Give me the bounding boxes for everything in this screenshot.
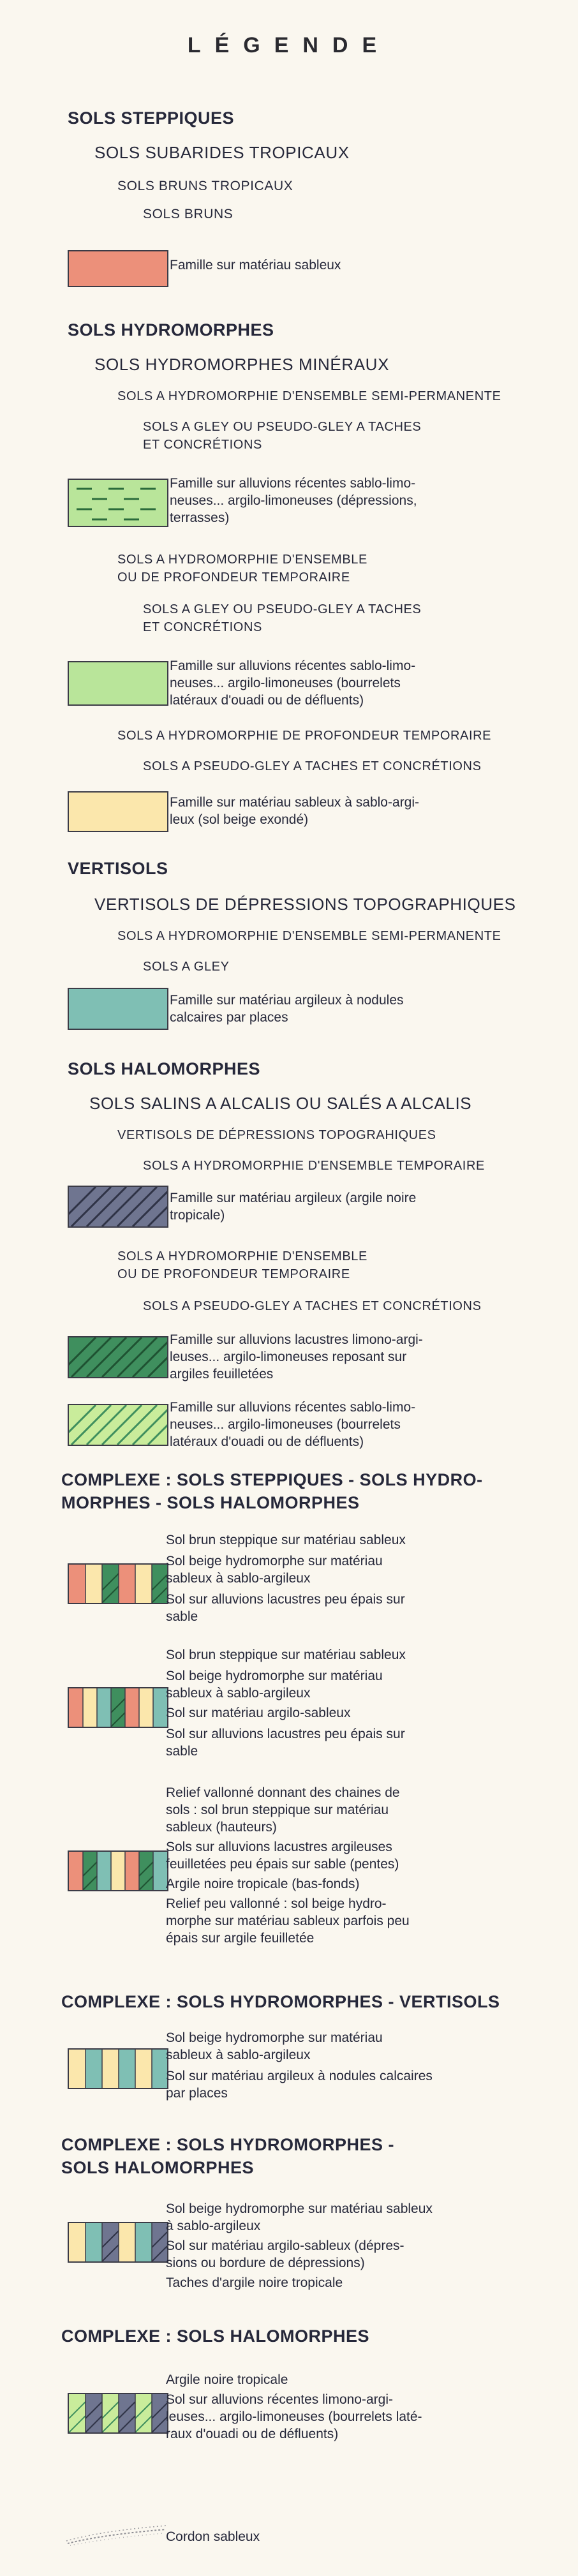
- heading-complexe-3-line1: COMPLEXE : SOLS HYDROMORPHES -: [61, 2135, 395, 2154]
- legend-swatch-complexe-4: [68, 2393, 168, 2434]
- heading-hydromorphie-profondeur-line2: OU DE PROFONDEUR TEMPORAIRE: [117, 1267, 350, 1281]
- heading-gley-taches-2-line2: ET CONCRÉTIONS: [143, 620, 262, 634]
- legend-swatch-complexe-2: [68, 2048, 168, 2089]
- legend-entry-complexe-1c: Relief vallonné donnant des chaines de sols : sol brun steppique sur matériau sableux (hauteurs) Sols sur alluvions lacustres argileuses feuilletées peu épais sur sable (pentes) Argile noire tropicale (bas-fonds) Relief peu vallonné : sol beige hydro- morphe sur matériau sableux parfois peu épais sur argile feuilletée: [166, 1785, 410, 1946]
- heading-complexe-1-line2: MORPHES - SOLS HALOMORPHES: [61, 1493, 360, 1512]
- legend-entry-complexe-4: Argile noire tropicale Sol sur alluvions récentes limono-argi- leuses... argilo-limoneuses (bourrelets laté- raux d'ouadi ou de défluents): [166, 2372, 422, 2441]
- legend-swatch-light-green: [68, 661, 168, 706]
- heading-sols-bruns: SOLS BRUNS: [143, 207, 233, 221]
- legend-entry-argileux-nodules: Famille sur matériau argileux à nodules calcaires par places: [170, 993, 404, 1025]
- legend-entry-argileux-noire: Famille sur matériau argileux (argile noire tropicale): [170, 1191, 417, 1223]
- heading-complexe-1-line1: COMPLEXE : SOLS STEPPIQUES - SOLS HYDRO-: [61, 1470, 483, 1489]
- heading-hydromorphie-temporaire-line2: OU DE PROFONDEUR TEMPORAIRE: [117, 570, 350, 584]
- legend-entry-sableux-brun: Famille sur matériau sableux: [170, 258, 341, 272]
- legend-swatch-complexe-1b: [68, 1687, 168, 1728]
- legend-entry-alluvions-bourrelets-2: Famille sur alluvions récentes sablo-limo- neuses... argilo-limoneuses (bourrelets latéraux d'ouadi ou de défluents): [170, 1400, 416, 1449]
- heading-complexe-4: COMPLEXE : SOLS HALOMORPHES: [61, 2327, 370, 2346]
- heading-hydromorphie-profondeur-temporaire: SOLS A HYDROMORPHIE DE PROFONDEUR TEMPORAIRE: [117, 729, 492, 743]
- heading-sols-halomorphes: SOLS HALOMORPHES: [68, 1059, 261, 1078]
- heading-sols-salins: SOLS SALINS A ALCALIS OU SALÉS A ALCALIS: [89, 1094, 472, 1113]
- heading-pseudo-gley-taches-2: SOLS A PSEUDO-GLEY A TACHES ET CONCRÉTIONS: [143, 1299, 482, 1313]
- legend-entry-complexe-1b: Sol brun steppique sur matériau sableux Sol beige hydromorphe sur matériau sableux à sablo-argileux Sol sur matériau argilo-sableux Sol sur alluvions lacustres peu épais sur sable: [166, 1648, 406, 1759]
- legend-swatch-dark-green-hatched: [68, 1336, 168, 1378]
- legend-swatch-green-dashed: [68, 479, 168, 527]
- legend-entry-lacustres: Famille sur alluvions lacustres limono-argi- leuses... argilo-limoneuses reposant sur argiles feuilletées: [170, 1332, 423, 1381]
- legend-entry-sableux-beige: Famille sur matériau sableux à sablo-argi- leux (sol beige exondé): [170, 795, 419, 827]
- heading-sols-bruns-tropicaux: SOLS BRUNS TROPICAUX: [117, 179, 293, 193]
- legend-swatch-complexe-3: [68, 2222, 168, 2263]
- heading-sols-hydromorphes: SOLS HYDROMORPHES: [68, 320, 274, 339]
- legend-swatch-slate-hatched: [68, 1186, 168, 1228]
- heading-sols-subarides-tropicaux: SOLS SUBARIDES TROPICAUX: [94, 143, 350, 162]
- legend-entry-cordon-sableux: Cordon sableux: [166, 2529, 260, 2544]
- heading-hydromorphie-profondeur-line1: SOLS A HYDROMORPHIE D'ENSEMBLE: [117, 1249, 367, 1263]
- heading-sols-a-gley: SOLS A GLEY: [143, 960, 230, 974]
- legend-entry-complexe-2: Sol beige hydromorphe sur matériau sableux à sablo-argileux Sol sur matériau argileux à nodules calcaires par places: [166, 2030, 433, 2101]
- cordon-sableux-symbol: [64, 2522, 170, 2547]
- legend-swatch-lime-hatched: [68, 1404, 168, 1446]
- heading-vertisols-topograhiques: VERTISOLS DE DÉPRESSIONS TOPOGRAHIQUES: [117, 1128, 436, 1142]
- legend-entry-alluvions-bourrelets: Famille sur alluvions récentes sablo-limo- neuses... argilo-limoneuses (bourrelets latéraux d'ouadi ou de défluents): [170, 659, 416, 708]
- heading-vertisols-semi-permanente: SOLS A HYDROMORPHIE D'ENSEMBLE SEMI-PERMANENTE: [117, 929, 501, 943]
- heading-hydromorphie-semi-permanente: SOLS A HYDROMORPHIE D'ENSEMBLE SEMI-PERMANENTE: [117, 389, 501, 403]
- heading-complexe-3-line2: SOLS HALOMORPHES: [61, 2158, 255, 2177]
- legend-swatch-complexe-1c: [68, 1850, 168, 1891]
- heading-pseudo-gley-taches: SOLS A PSEUDO-GLEY A TACHES ET CONCRÉTIONS: [143, 759, 482, 773]
- legend-entry-alluvions-depressions: Famille sur alluvions récentes sablo-limo- neuses... argilo-limoneuses (dépressions, terrasses): [170, 476, 417, 525]
- heading-gley-taches-line2: ET CONCRÉTIONS: [143, 438, 262, 452]
- legend-entry-complexe-1a: Sol brun steppique sur matériau sableux Sol beige hydromorphe sur matériau sableux à sablo-argileux Sol sur alluvions lacustres peu épais sur sable: [166, 1533, 406, 1624]
- heading-hydromorphie-temporaire-line1: SOLS A HYDROMORPHIE D'ENSEMBLE: [117, 553, 367, 567]
- heading-gley-taches-line1: SOLS A GLEY OU PSEUDO-GLEY A TACHES: [143, 420, 422, 434]
- legend-swatch-pale-yellow: [68, 791, 168, 832]
- heading-gley-taches-2-line1: SOLS A GLEY OU PSEUDO-GLEY A TACHES: [143, 602, 422, 616]
- legend-swatch-teal: [68, 988, 168, 1030]
- heading-vertisols-depressions: VERTISOLS DE DÉPRESSIONS TOPOGRAPHIQUES: [94, 895, 516, 914]
- heading-sols-hydromorphes-mineraux: SOLS HYDROMORPHES MINÉRAUX: [94, 355, 390, 374]
- heading-hydromorphie-ensemble-temporaire: SOLS A HYDROMORPHIE D'ENSEMBLE TEMPORAIRE: [143, 1159, 485, 1173]
- legend-swatch-complexe-1a: [68, 1563, 168, 1604]
- legend-title: LÉGENDE: [187, 33, 391, 57]
- legend-swatch-salmon: [68, 250, 168, 287]
- heading-sols-steppiques: SOLS STEPPIQUES: [68, 108, 235, 128]
- heading-vertisols: VERTISOLS: [68, 859, 168, 878]
- legend-entry-complexe-3: Sol beige hydromorphe sur matériau sableux à sablo-argileux Sol sur matériau argilo-sableux (dépres- sions ou bordure de dépressions) Taches d'argile noire tropicale: [166, 2201, 433, 2290]
- heading-complexe-2: COMPLEXE : SOLS HYDROMORPHES - VERTISOLS: [61, 1992, 500, 2011]
